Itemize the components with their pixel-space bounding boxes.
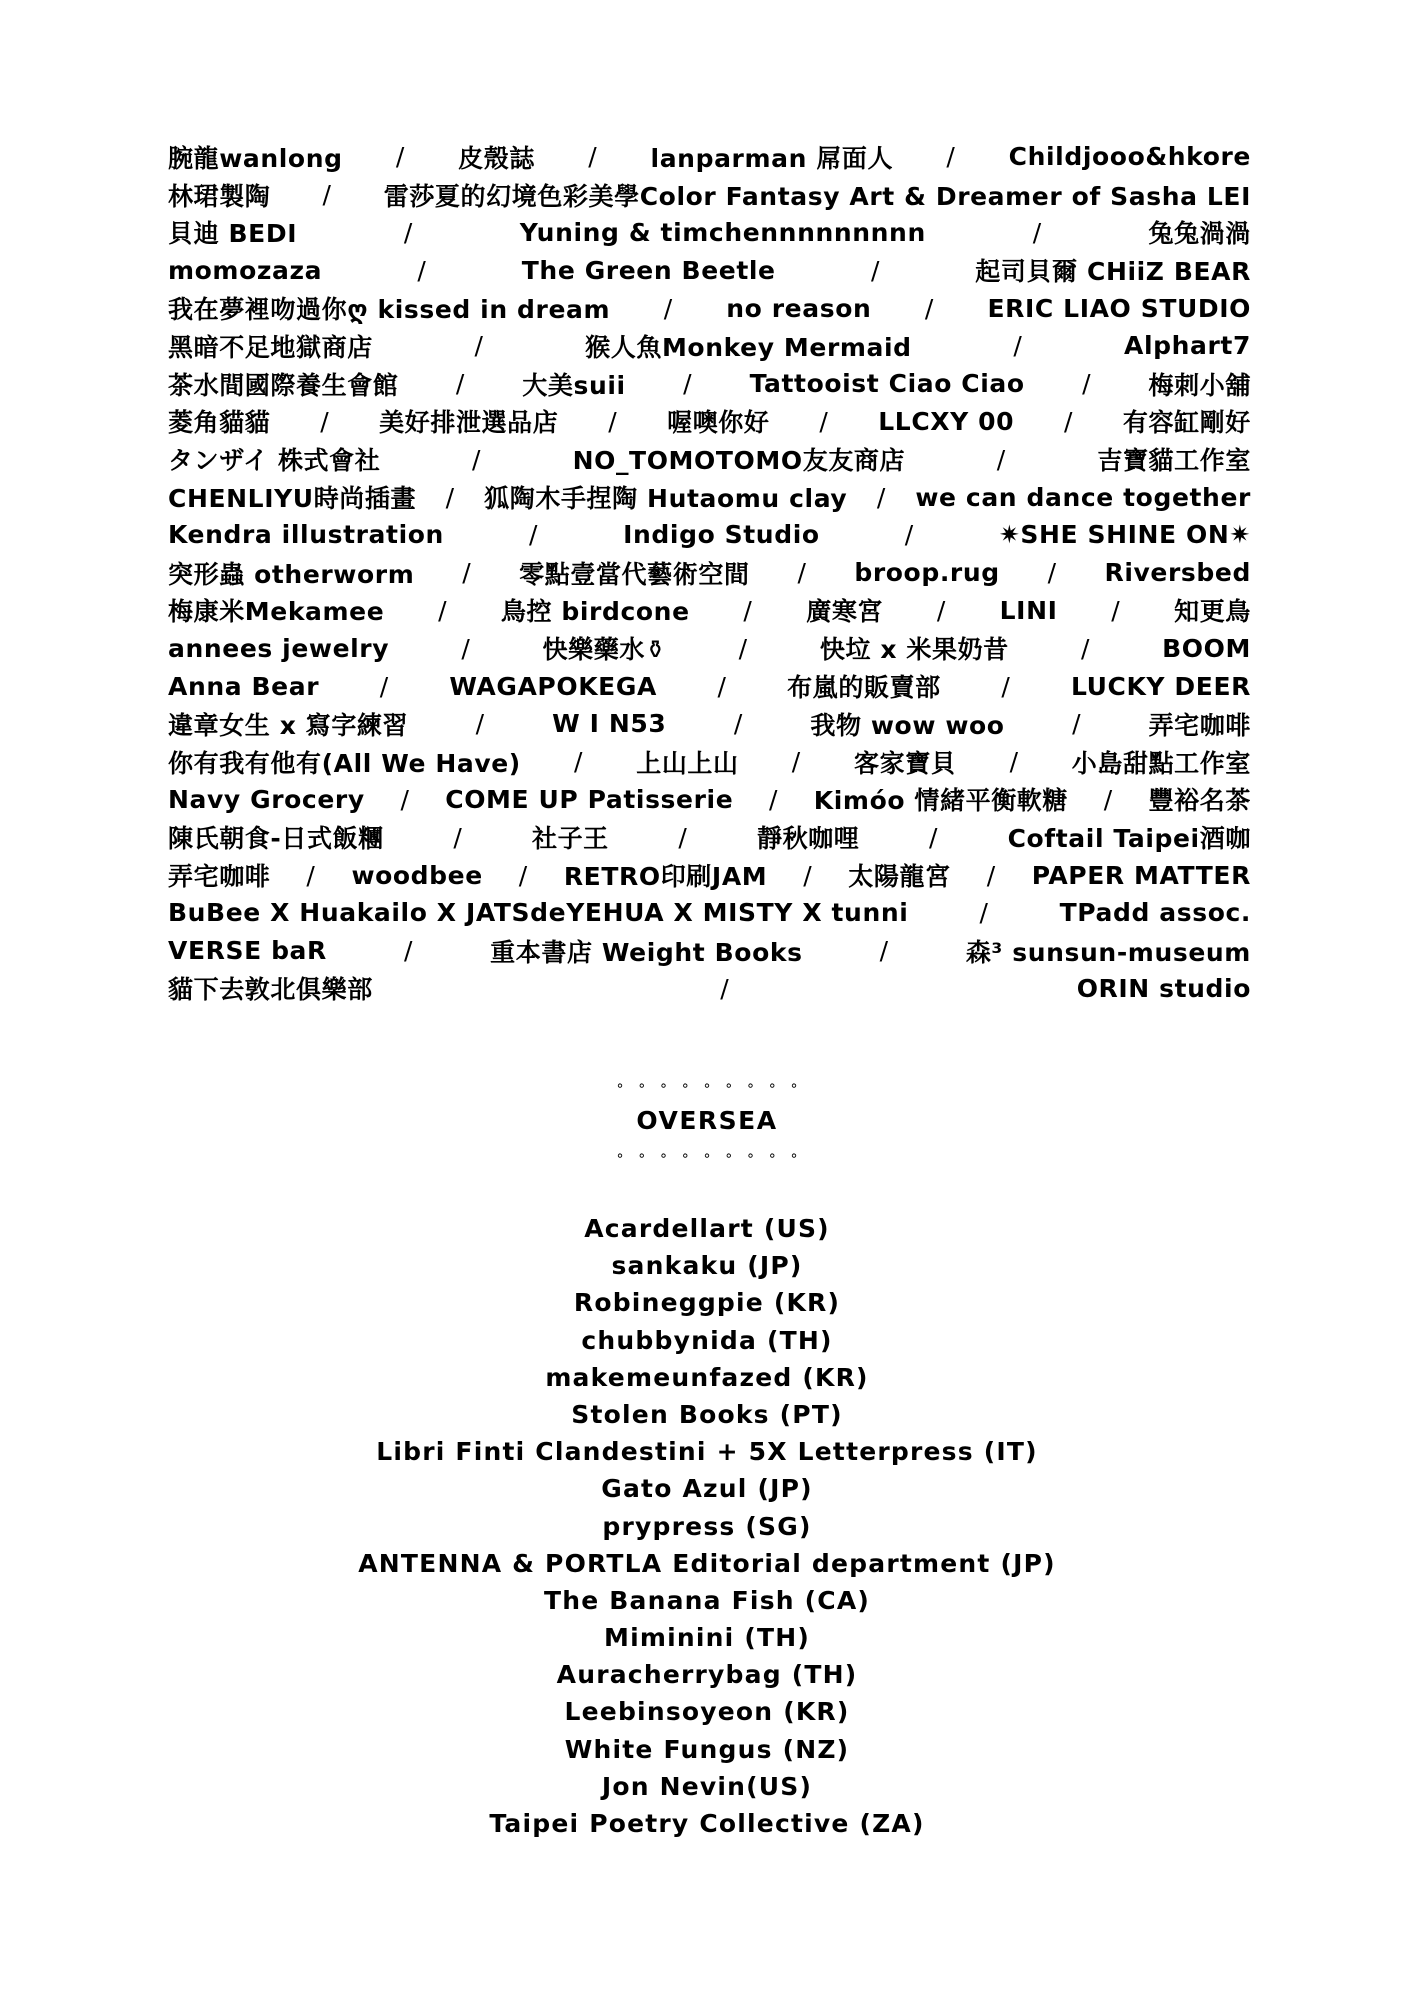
separator: / — [379, 671, 389, 701]
separator: / — [608, 406, 618, 436]
vendor-name: 林珺製陶 — [168, 181, 271, 211]
oversea-vendor: Jon Nevin(US) — [601, 1771, 813, 1801]
separator: / — [1001, 671, 1011, 701]
vendor-name: broop.rug — [854, 558, 1000, 588]
oversea-vendor: Robineggpie (KR) — [573, 1288, 841, 1318]
vendor-name: 陳氏朝食-日式飯糰 — [168, 824, 384, 854]
separator: / — [1009, 747, 1019, 777]
separator: / — [733, 709, 743, 739]
separator: / — [924, 293, 934, 323]
oversea-vendor: Libri Finti Clandestini + 5X Letterpress (IT) — [376, 1437, 1038, 1467]
separator: / — [1013, 331, 1023, 361]
vendor-name: VERSE baR — [168, 936, 327, 966]
vendor-name: annees jewelry — [168, 633, 390, 663]
separator: / — [979, 898, 989, 928]
separator: / — [400, 784, 410, 814]
vendor-row — [168, 251, 1251, 289]
separator: / — [306, 860, 316, 890]
separator: / — [518, 860, 528, 890]
oversea-vendor: Acardellart (US) — [584, 1214, 830, 1243]
separator: / — [986, 860, 996, 890]
separator: / — [678, 822, 688, 852]
vendor-row — [168, 440, 1251, 478]
vendor-name: WAGAPOKEGA — [449, 671, 657, 701]
dots-divider-bottom: ∘∘∘∘∘∘∘∘∘ — [615, 1148, 812, 1164]
vendor-row — [168, 138, 1251, 176]
vendor-name: Yuning & timchennnnnnnnn — [519, 217, 926, 247]
vendor-name: 你有我有他有(All We Have) — [168, 748, 521, 778]
vendor-row — [168, 176, 1251, 214]
vendor-name: 我在夢裡吻過你ღ kissed in dream — [168, 295, 611, 325]
vendor-name: Indigo Studio — [623, 520, 820, 550]
separator: / — [904, 520, 914, 550]
vendor-name: 上山上山 — [636, 748, 739, 778]
vendor-name: 廣寒宮 — [806, 597, 884, 627]
separator: / — [1072, 709, 1082, 739]
oversea-vendor: Miminini (TH) — [604, 1623, 810, 1653]
separator: / — [1103, 784, 1113, 814]
vendor-name: Childjooo&hkore — [1008, 142, 1251, 172]
vendor-row — [168, 365, 1251, 403]
vendor-name: 森³ sunsun-museum — [965, 937, 1251, 967]
vendor-name: CHENLIYU時尚插畫 — [168, 484, 417, 514]
vendor-name: 梅刺小舖 — [1148, 370, 1251, 400]
vendor-name: 弄宅咖啡 — [168, 862, 271, 892]
vendor-row — [168, 781, 1251, 819]
separator: / — [876, 482, 886, 512]
vendor-row — [168, 970, 1251, 1008]
vendor-row — [168, 592, 1251, 630]
vendor-name: 弄宅咖啡 — [1148, 710, 1251, 740]
separator: / — [803, 860, 813, 890]
vendor-row — [168, 667, 1251, 705]
vendor-name: LLCXY 00 — [878, 406, 1015, 436]
separator: / — [471, 444, 481, 474]
oversea-vendor: The Banana Fish (CA) — [543, 1585, 871, 1615]
vendor-name: 太陽龍宮 — [848, 862, 951, 892]
separator: / — [404, 936, 414, 966]
vendor-name: 零點壹當代藝術空間 — [519, 559, 750, 589]
vendor-name: 違章女生 x 寫字練習 — [168, 710, 409, 740]
vendor-name: NO_TOMOTOMO友友商店 — [572, 446, 906, 476]
separator: / — [819, 406, 829, 436]
separator: / — [475, 709, 485, 739]
vendor-name: momozaza — [168, 255, 323, 285]
oversea-vendor: prypress (SG) — [602, 1511, 812, 1541]
vendor-row — [168, 894, 1251, 932]
vendor-name: 社子王 — [531, 824, 609, 854]
vendor-row — [168, 743, 1251, 781]
vendor-row — [168, 478, 1251, 516]
vendor-name: Kimóo 情緒平衡軟糖 — [813, 786, 1069, 816]
separator: / — [453, 822, 463, 852]
vendor-name: BuBee X Huakailo X JATSdeYEHUA X MISTY X tunni — [168, 898, 909, 928]
separator: / — [928, 822, 938, 852]
vendor-name: 梅康米Mekamee — [168, 597, 385, 627]
vendor-row — [168, 289, 1251, 327]
vendor-name: 客家寶貝 — [854, 748, 957, 778]
vendor-name: 我物 wow woo — [810, 710, 1005, 740]
vendor-name: The Green Beetle — [521, 255, 776, 285]
separator: / — [403, 217, 413, 247]
vendor-row — [168, 818, 1251, 856]
separator: / — [743, 595, 753, 625]
vendor-name: 狐陶木手捏陶 Hutaomu clay — [484, 484, 848, 514]
vendor-name: 豐裕名茶 — [1148, 786, 1251, 816]
vendor-name: 知更鳥 — [1174, 597, 1251, 627]
oversea-vendor: chubbynida (TH) — [581, 1325, 833, 1355]
separator: / — [870, 255, 880, 285]
vendor-name: 美好排泄選品店 — [379, 408, 559, 438]
separator: / — [474, 331, 484, 361]
oversea-vendor: makemeunfazed (KR) — [545, 1362, 869, 1392]
vendor-name: ✷SHE SHINE ON✷ — [998, 520, 1251, 550]
vendor-name: we can dance together — [915, 482, 1251, 512]
oversea-vendor: Auracherrybag (TH) — [556, 1660, 858, 1690]
oversea-vendor: Leebinsoyeon (KR) — [564, 1697, 850, 1727]
vendor-name: lanparman 屌面人 — [650, 143, 894, 173]
separator: / — [462, 558, 472, 588]
vendor-name: 貝迪 BEDI — [168, 219, 298, 249]
oversea-vendor-list — [0, 1210, 1414, 1842]
separator: / — [1080, 633, 1090, 663]
separator: / — [529, 520, 539, 550]
oversea-vendor: ANTENNA & PORTLA Editorial department (JP) — [358, 1548, 1056, 1578]
vendor-name: 靜秋咖哩 — [756, 824, 860, 854]
separator: / — [879, 936, 889, 966]
separator: / — [791, 747, 801, 777]
vendor-row — [168, 705, 1251, 743]
vendor-name: 腕龍wanlong — [168, 143, 343, 173]
vendor-name: 有容缸剛好 — [1122, 408, 1251, 438]
vendor-row — [168, 856, 1251, 894]
vendor-name: 猴人魚Monkey Mermaid — [585, 332, 912, 362]
separator: / — [438, 595, 448, 625]
vendor-row — [168, 214, 1251, 252]
separator: / — [663, 293, 673, 323]
vendor-name: Coftail Taipei酒咖 — [1007, 824, 1251, 854]
vendor-name: RETRO印刷JAM — [563, 862, 768, 892]
vendor-row — [168, 516, 1251, 554]
oversea-header — [0, 1072, 1414, 1170]
vendor-name: PAPER MATTER — [1031, 860, 1251, 890]
separator: / — [322, 180, 332, 210]
vendor-name: Anna Bear — [168, 671, 320, 701]
oversea-title: OVERSEA — [636, 1106, 778, 1135]
separator: / — [395, 142, 405, 172]
vendor-row — [168, 327, 1251, 365]
separator: / — [461, 633, 471, 663]
separator: / — [720, 973, 730, 1003]
separator: / — [445, 482, 455, 512]
taiwan-vendor-list — [168, 138, 1251, 1007]
oversea-vendor: Taipei Poetry Collective (ZA) — [489, 1809, 925, 1838]
vendor-name: W I N53 — [552, 709, 667, 739]
oversea-vendor: Gato Azul (JP) — [601, 1474, 813, 1504]
separator: / — [574, 747, 584, 777]
vendor-name: 兔兔渦渦 — [1148, 219, 1251, 249]
vendor-name: woodbee — [351, 860, 483, 890]
oversea-vendor: Stolen Books (PT) — [571, 1399, 843, 1429]
vendor-name: 布嵐的販賣部 — [787, 673, 941, 703]
vendor-name: no reason — [726, 293, 872, 323]
vendor-name: Navy Grocery — [168, 784, 365, 814]
vendor-row — [168, 629, 1251, 667]
vendor-name: Kendra illustration — [168, 520, 444, 550]
separator: / — [1032, 217, 1042, 247]
dots-divider-top: ∘∘∘∘∘∘∘∘∘ — [615, 1078, 812, 1094]
oversea-vendor: White Fungus (NZ) — [564, 1734, 850, 1764]
vendor-name: LINI — [999, 595, 1058, 625]
vendor-name: 快垃 x 米果奶昔 — [819, 635, 1009, 665]
vendor-name: 突形蟲 otherworm — [168, 559, 415, 589]
vendor-name: 小島甜點工作室 — [1071, 748, 1251, 778]
separator: / — [946, 142, 956, 172]
vendor-name: 吉寶貓工作室 — [1097, 446, 1251, 476]
vendor-name: 雷莎夏的幻境色彩美學Color Fantasy Art & Dreamer of Sasha LEI — [383, 181, 1251, 211]
separator: / — [588, 142, 598, 172]
separator: / — [769, 784, 779, 814]
vendor-name: COME UP Patisserie — [445, 784, 734, 814]
vendor-name: Alphart7 — [1124, 331, 1251, 361]
separator: / — [797, 558, 807, 588]
separator: / — [683, 369, 693, 399]
vendor-name: 快樂藥水⚱ — [542, 635, 667, 665]
separator: / — [320, 406, 330, 436]
vendor-name: 黑暗不足地獄商店 — [168, 332, 373, 362]
vendor-name: 大美suii — [522, 370, 626, 400]
vendor-name: 菱角貓貓 — [168, 408, 271, 438]
separator: / — [1047, 558, 1057, 588]
vendor-name: 皮殼誌 — [458, 143, 535, 173]
separator: / — [417, 255, 427, 285]
separator: / — [936, 595, 946, 625]
separator: / — [996, 444, 1006, 474]
oversea-vendor: sankaku (JP) — [611, 1251, 803, 1281]
separator: / — [717, 671, 727, 701]
vendor-name: Riversbed — [1104, 558, 1251, 588]
separator: / — [1082, 369, 1092, 399]
separator: / — [1064, 406, 1074, 436]
vendor-row — [168, 403, 1251, 441]
separator: / — [738, 633, 748, 663]
vendor-name: 起司貝爾 CHiiZ BEAR — [975, 257, 1251, 287]
vendor-name: 重本書店 Weight Books — [490, 937, 803, 967]
vendor-name: タンザイ 株式會社 — [168, 446, 381, 476]
vendor-row — [168, 932, 1251, 970]
separator: / — [1111, 595, 1121, 625]
vendor-row — [168, 554, 1251, 592]
vendor-name: ERIC LIAO STUDIO — [987, 293, 1251, 323]
separator: / — [455, 369, 465, 399]
vendor-name: TPadd assoc. — [1059, 898, 1251, 928]
vendor-name: 茶水間國際養生會館 — [168, 370, 399, 400]
vendor-name: ORIN studio — [1076, 973, 1251, 1003]
vendor-name: 鳥控 birdcone — [500, 597, 690, 627]
vendor-name: Tattooist Ciao Ciao — [749, 369, 1025, 399]
vendor-name: 貓下去敦北俱樂部 — [168, 975, 373, 1005]
vendor-name: LUCKY DEER — [1070, 671, 1251, 701]
vendor-name: BOOM — [1162, 633, 1251, 663]
vendor-name: 喔噢你好 — [667, 408, 770, 438]
